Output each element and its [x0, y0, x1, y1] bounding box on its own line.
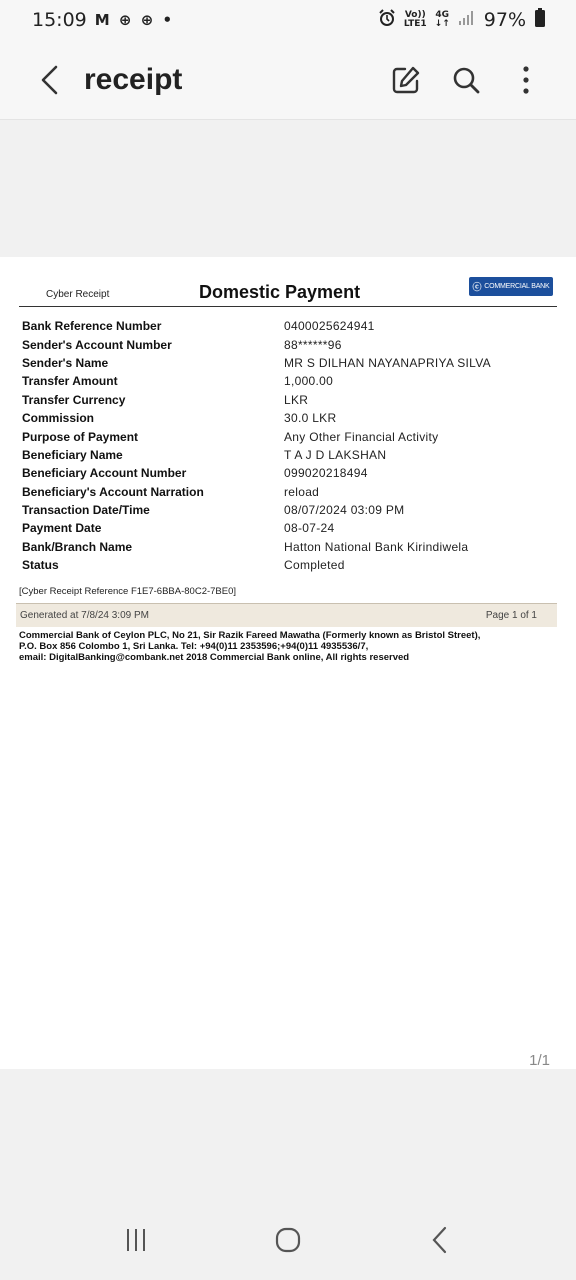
network-type: 4G ↓↑ [434, 10, 450, 29]
recent-apps-button[interactable] [106, 1210, 166, 1270]
navigation-bar [0, 1200, 576, 1280]
back-arrow-icon [430, 1226, 450, 1254]
page-indicator: 1/1 [529, 1052, 550, 1069]
field-row: Transaction Date/Time 08/07/2024 03:09 PM [22, 503, 405, 518]
cyber-receipt-reference: [Cyber Receipt Reference F1E7-6BBA-80C2-7BE0] [19, 586, 237, 597]
receipt-fields [22, 317, 542, 574]
field-row: Status Completed [22, 558, 345, 573]
field-row: Payment Date 08-07-24 [22, 521, 335, 536]
back-button[interactable] [22, 52, 78, 108]
field-row: Purpose of Payment Any Other Financial Activity [22, 429, 439, 444]
field-row: Sender's Account Number 88******96 [22, 337, 342, 352]
field-row: Bank/Branch Name Hatton National Bank Kirindiwela [22, 539, 469, 554]
chevron-left-icon [38, 64, 62, 96]
receipt-title: Domestic Payment [199, 282, 361, 302]
home-button[interactable] [258, 1210, 318, 1270]
home-icon [275, 1227, 301, 1253]
nav-back-button[interactable] [410, 1210, 470, 1270]
signal-icon [458, 10, 476, 30]
edit-icon [391, 65, 421, 95]
status-bar [0, 0, 576, 40]
page-title: receipt [84, 62, 183, 96]
notification-icons: M ⊕ ⊕ • [94, 11, 175, 29]
battery-percent: 97% [483, 9, 526, 31]
footer-line: email: DigitalBanking@combank.net 2018 Commercial Bank online, All rights reserved [19, 652, 410, 663]
field-row: Bank Reference Number 0400025624941 [22, 319, 375, 334]
field-row: Commission 30.0 LKR [22, 411, 337, 426]
edit-button[interactable] [382, 56, 430, 104]
generated-bar [16, 603, 557, 627]
bank-logo: ⓒ COMMERCIAL BANK [469, 277, 553, 296]
field-row: Beneficiary Account Number 099020218494 [22, 466, 368, 481]
battery-icon [534, 8, 546, 32]
more-vertical-icon [521, 65, 531, 95]
footer-line: Commercial Bank of Ceylon PLC, No 21, Sir Razik Fareed Mawatha (Formerly known as Bristol Street), [19, 630, 481, 641]
field-row: Beneficiary's Account Narration reload [22, 484, 320, 499]
field-row: Sender's Name MR S DILHAN NAYANAPRIYA SILVA [22, 355, 491, 370]
alarm-icon [378, 9, 396, 31]
volte-indicator: Vo)) LTE1 [403, 10, 427, 29]
bank-footer [19, 630, 539, 663]
status-time: 15:09 [32, 9, 87, 31]
more-options-button[interactable] [502, 56, 550, 104]
cyber-receipt-label: Cyber Receipt [46, 289, 110, 300]
document-page[interactable] [0, 257, 576, 1069]
search-button[interactable] [442, 56, 490, 104]
recent-apps-icon [123, 1227, 149, 1253]
receipt-header [19, 277, 557, 307]
app-bar [0, 40, 576, 120]
generated-at: Generated at 7/8/24 3:09 PM [20, 610, 149, 621]
page-of: Page 1 of 1 [485, 610, 537, 621]
footer-line: P.O. Box 856 Colombo 1, Sri Lanka. Tel: +94(0)11 2353596;+94(0)11 4935536/7, [19, 641, 369, 652]
field-row: Beneficiary Name T A J D LAKSHAN [22, 447, 387, 462]
bank-logo-icon: ⓒ [472, 282, 482, 292]
field-row: Transfer Currency LKR [22, 392, 309, 407]
field-row: Transfer Amount 1,000.00 [22, 374, 334, 389]
search-icon [451, 65, 481, 95]
